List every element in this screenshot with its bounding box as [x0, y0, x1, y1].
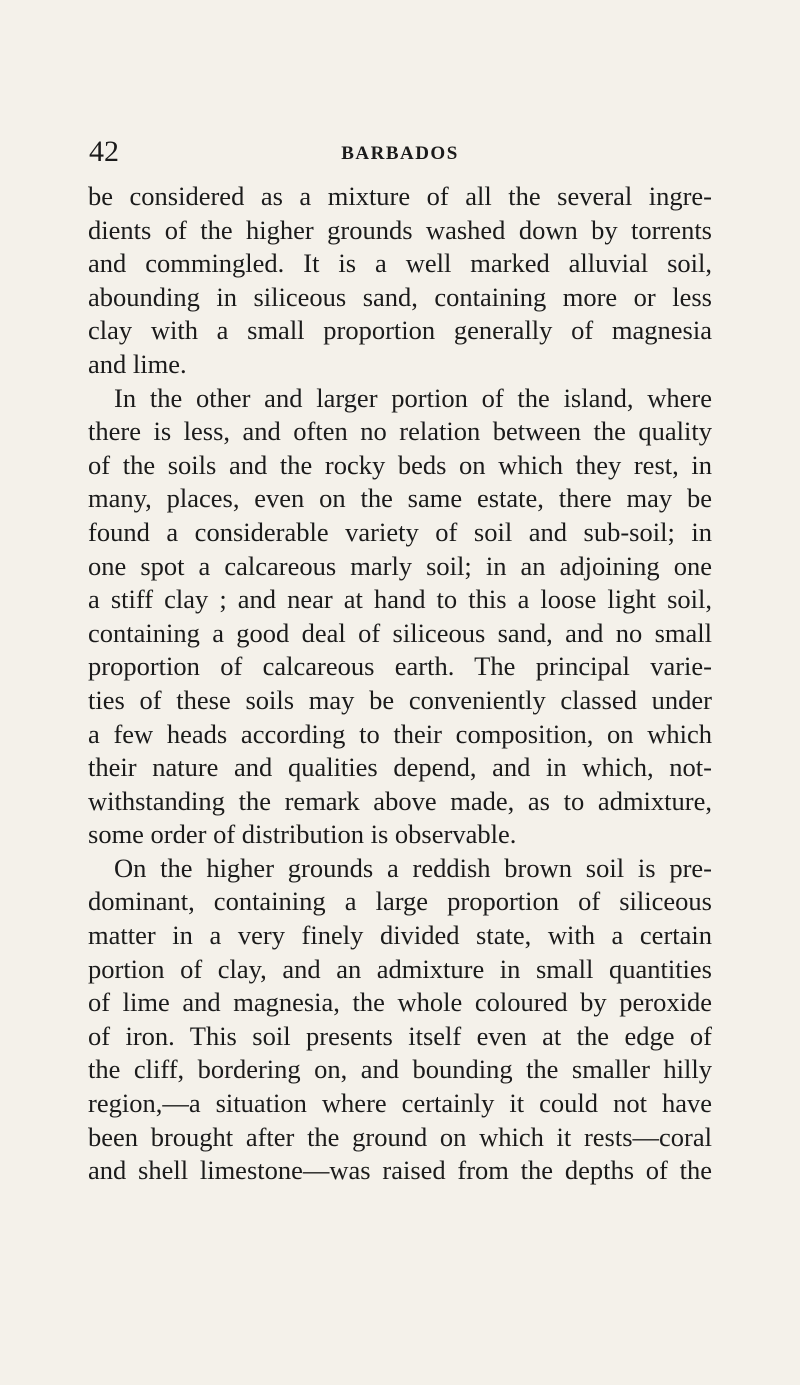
text-line: region,—a situation where certainly it could not have — [88, 1088, 712, 1119]
page-number: 42 — [89, 135, 119, 168]
text-line: the cliff, bordering on, and bounding the smaller hilly — [88, 1054, 712, 1085]
text-line: of iron. This soil presents itself even at the edge of — [88, 1020, 712, 1051]
text-line: one spot a calcareous marly soil; in an adjoining one — [88, 550, 712, 581]
text-line: many, places, even on the same estate, there may be — [88, 483, 712, 514]
text-line: portion of clay, and an admixture in small quantities — [88, 953, 712, 984]
body-text — [88, 180, 712, 1188]
text-line: their nature and qualities depend, and in which, not- — [88, 752, 712, 783]
text-line: In the other and larger portion of the island, where — [114, 382, 712, 413]
text-line: a stiff clay ; and near at hand to this a loose light soil, — [88, 584, 712, 615]
text-line: ties of these soils may be conveniently classed under — [88, 684, 712, 715]
running-title: BARBADOS — [341, 143, 459, 164]
text-line: of the soils and the rocky beds on which they rest, in — [88, 449, 712, 480]
text-line: containing a good deal of siliceous sand, and no small — [88, 617, 712, 648]
text-line: a few heads according to their composition, on which — [88, 718, 712, 749]
text-line: and lime. — [88, 348, 187, 379]
text-line: be considered as a mixture of all the several ingre- — [88, 181, 712, 211]
text-line: there is less, and often no relation between the quality — [88, 416, 712, 447]
text-line: abounding in siliceous sand, containing more or less — [88, 281, 712, 312]
text-line: clay with a small proportion generally of magnesia — [88, 315, 712, 346]
text-line: proportion of calcareous earth. The principal varie- — [88, 651, 712, 682]
text-line: withstanding the remark above made, as to admixture, — [88, 785, 712, 816]
text-line: dominant, containing a large proportion of siliceous — [88, 886, 712, 917]
text-line: dients of the higher grounds washed down by torrents — [88, 214, 712, 245]
page-header — [0, 110, 800, 168]
text-line: found a considerable variety of soil and sub-soil; in — [88, 516, 712, 547]
text-line: and commingled. It is a well marked alluvial soil, — [88, 248, 712, 279]
text-line: been brought after the ground on which it rests—coral — [88, 1121, 712, 1152]
text-line: and shell limestone—was raised from the depths of the — [88, 1155, 712, 1186]
text-line: of lime and magnesia, the whole coloured by peroxide — [88, 987, 712, 1018]
text-line: On the higher grounds a reddish brown soil is pre- — [114, 852, 712, 883]
text-line: some order of distribution is observable. — [88, 819, 517, 850]
text-line: matter in a very finely divided state, with a certain — [88, 920, 712, 951]
